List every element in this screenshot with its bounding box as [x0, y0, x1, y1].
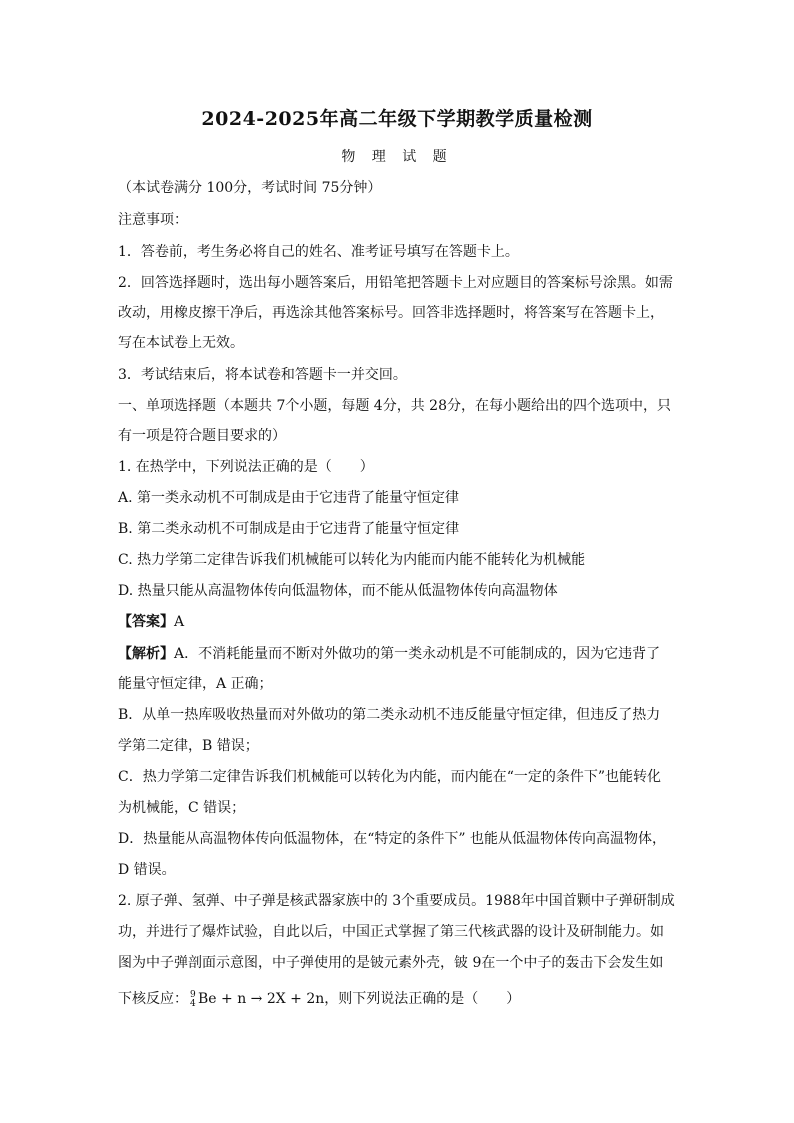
analysis-line: 学第二定律，B 错误；	[118, 738, 259, 754]
answer-value: A	[174, 614, 185, 630]
notice-item: 1．答卷前，考生务必将自己的姓名、准考证号填写在答题卡上。	[118, 244, 519, 260]
analysis-line: C．热力学第二定律告诉我们机械能可以转化为内能，而内能在“一定的条件下”也能转化	[118, 769, 662, 785]
question-stem: 2. 原子弹、氢弹、中子弹是核武器家族中的 3个重要成员。1988年中国首颗中子弹研制成	[118, 893, 675, 909]
mass-number: 9	[190, 990, 196, 1000]
notice-item: 改动，用橡皮擦干净后，再选涂其他答案标号。回答非选择题时，将答案写在答题卡上，	[118, 305, 664, 321]
option-d: D. 热量只能从高温物体传向低温物体，而不能从低温物体传向高温物体	[118, 583, 558, 599]
option-a: A. 第一类永动机不可制成是由于它违背了能量守恒定律	[118, 490, 460, 506]
question-stem: 1. 在热学中，下列说法正确的是（ ）	[118, 459, 374, 475]
charge-number: 4	[190, 999, 196, 1009]
nuclear-reaction-line	[118, 989, 678, 1009]
analysis-label: 【解析】	[118, 646, 174, 662]
notice-item: 写在本试卷上无效。	[118, 335, 244, 351]
analysis-line: B．从单一热库吸收热量而对外做功的第二类永动机不违反能量守恒定律，但违反了热力	[118, 707, 661, 723]
analysis-text: A．不消耗能量而不断对外做功的第一类永动机是不可能制成的，因为它违背了	[174, 646, 661, 662]
analysis-line: 为机械能，C 错误；	[118, 800, 246, 816]
answer-line	[118, 612, 678, 632]
exam-subject: 物 理 试 题	[341, 149, 453, 165]
analysis-line: D 错误。	[118, 862, 176, 878]
nuclide-notation	[188, 989, 198, 1009]
option-b: B. 第二类永动机不可制成是由于它违背了能量守恒定律	[118, 521, 460, 537]
notice-item: 2．回答选择题时，选出每小题答案后，用铅笔把答题卡上对应题目的答案标号涂黑。如需	[118, 275, 673, 291]
exam-info: （本试卷满分 100分，考试时间 75分钟）	[118, 180, 382, 196]
exam-title: 2024-2025年高二年级下学期教学质量检测	[201, 108, 593, 130]
answer-label: 【答案】	[118, 614, 174, 630]
notice-heading: 注意事项：	[118, 212, 188, 228]
analysis-line: D．热量能从高温物体传向低温物体，在“特定的条件下” 也能从低温物体传向高温物体，	[118, 831, 666, 847]
section-heading: 有一项是符合题目要求的）	[118, 428, 286, 444]
analysis-line: 能量守恒定律，A 正确；	[118, 676, 273, 692]
section-heading: 一、单项选择题（本题共 7个小题，每题 4分，共 28分，在每小题给出的四个选项中，只	[118, 398, 671, 414]
reaction-equation: Be + n → 2X + 2n	[198, 991, 325, 1007]
reaction-suffix: ，则下列说法正确的是（ ）	[324, 991, 521, 1007]
analysis-line	[118, 644, 678, 664]
option-c: C. 热力学第二定律告诉我们机械能可以转化为内能而内能不能转化为机械能	[118, 552, 586, 568]
question-stem: 功，并进行了爆炸试验，自此以后，中国正式掌握了第三代核武器的设计及研制能力。如	[118, 924, 664, 940]
notice-item: 3．考试结束后，将本试卷和答题卡一并交回。	[118, 367, 407, 383]
reaction-prefix: 下核反应：	[118, 991, 188, 1007]
question-stem: 图为中子弹剖面示意图，中子弹使用的是铍元素外壳，铍 9在一个中子的轰击下会发生如	[118, 955, 664, 971]
